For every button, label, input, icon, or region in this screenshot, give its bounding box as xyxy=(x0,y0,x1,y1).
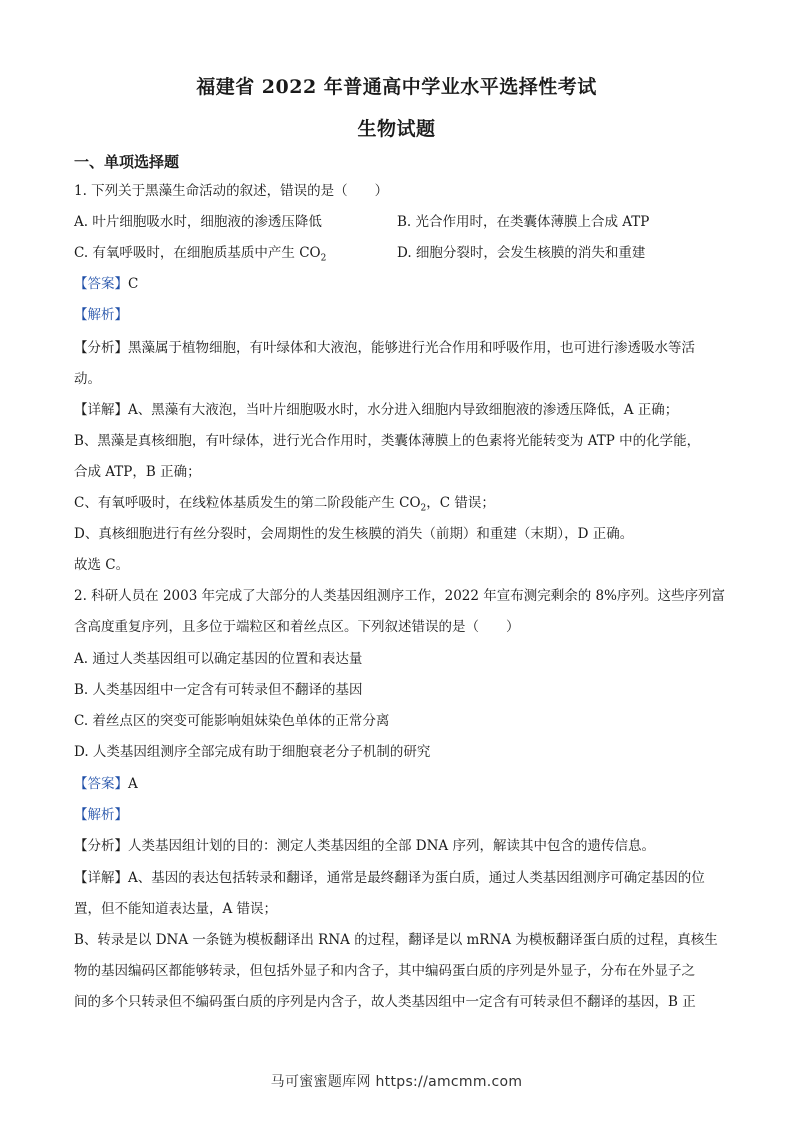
q2-xiangjie-a1 xyxy=(74,869,705,887)
q2-xiangjie-b3: 间的多个只转录但不编码蛋白质的序列是内含子，故人类基因组中一定含有可转录但不翻译的基因，B 正 xyxy=(74,994,696,1010)
q1-fenxi-line1 xyxy=(74,339,695,357)
q2-xiangjie-b2: 物的基因编码区都能够转录，但包括外显子和内含子，其中编码蛋白质的序列是外显子，分布在外显子之 xyxy=(74,963,695,979)
q2-option-a: A. 通过人类基因组可以确定基因的位置和表达量 xyxy=(74,651,363,667)
xiangjie-c-post: ，C 错误； xyxy=(426,495,495,511)
answer-value: A xyxy=(128,776,138,792)
q1-answer xyxy=(74,275,138,293)
q2-answer xyxy=(74,775,138,793)
q2-stem-line2: 含高度重复序列，且多位于端粒区和着丝点区。下列叙述错误的是（ ） xyxy=(74,619,520,635)
xiangjie-a1-text: A、基因的表达包括转录和翻译，通常是最终翻译为蛋白质，通过人类基因组测序可确定基因的位 xyxy=(128,870,705,886)
q1-option-c-sub: 2 xyxy=(320,253,327,264)
q1-xiangjie-a xyxy=(74,401,678,419)
q2-xiangjie-a2: 置，但不能知道表达量，A 错误； xyxy=(74,901,278,917)
q2-option-b: B. 人类基因组中一定含有可转录但不翻译的基因 xyxy=(74,682,363,698)
fenxi-tag: 【分析】 xyxy=(74,838,128,854)
q1-conclusion: 故选 C。 xyxy=(74,557,130,573)
xiangjie-tag: 【详解】 xyxy=(74,870,128,886)
q1-stem: 1. 下列关于黑藻生命活动的叙述，错误的是（ ） xyxy=(74,183,389,199)
q2-option-c: C. 着丝点区的突变可能影响姐妹染色单体的正常分离 xyxy=(74,713,390,729)
xiangjie-c-text: C、有氧呼吸时，在线粒体基质发生的第二阶段能产生 CO xyxy=(74,495,421,511)
q1-option-c-text: C. 有氧呼吸时，在细胞质基质中产生 CO xyxy=(74,245,321,261)
q2-option-d: D. 人类基因组测序全部完成有助于细胞衰老分子机制的研究 xyxy=(74,744,431,760)
exam-subtitle: 生物试题 xyxy=(357,118,436,140)
q1-fenxi-line2: 动。 xyxy=(74,371,101,387)
fenxi-tag: 【分析】 xyxy=(74,340,128,356)
xiangjie-a-text: A、黑藻有大液泡，当叶片细胞吸水时，水分进入细胞内导致细胞液的渗透压降低，A 正确； xyxy=(128,402,679,418)
q1-xiangjie-b1: B、黑藻是真核细胞，有叶绿体，进行光合作用时，类囊体薄膜上的色素将光能转变为 ATP 中的化学能， xyxy=(74,433,701,449)
footer-watermark: 马可蜜蜜题库网 https://amcmm.com xyxy=(270,1074,523,1090)
xiangjie-c-sub: 2 xyxy=(420,503,427,514)
section-heading: 一、单项选择题 xyxy=(74,153,180,171)
fenxi-text: 人类基因组计划的目的：测定人类基因组的全部 DNA 序列，解读其中包含的遗传信息。 xyxy=(128,838,655,854)
q2-fenxi xyxy=(74,837,655,855)
q2-xiangjie-b1: B、转录是以 DNA 一条链为模板翻译出 RNA 的过程，翻译是以 mRNA 为模板翻译蛋白质的过程，真核生 xyxy=(74,932,718,948)
q2-stem-line1: 2. 科研人员在 2003 年完成了大部分的人类基因组测序工作，2022 年宣布测完剩余的 8%序列。这些序列富 xyxy=(74,588,725,604)
q2-analysis-tag xyxy=(74,806,128,824)
q1-analysis-tag xyxy=(74,306,128,324)
q1-xiangjie-c xyxy=(74,494,495,518)
analysis-tag: 【解析】 xyxy=(74,307,128,323)
exam-title: 福建省 2022 年普通高中学业水平选择性考试 xyxy=(196,76,597,98)
fenxi-text: 黑藻属于植物细胞，有叶绿体和大液泡，能够进行光合作用和呼吸作用，也可进行渗透吸水等活 xyxy=(128,340,695,356)
q1-option-a: A. 叶片细胞吸水时，细胞液的渗透压降低 xyxy=(74,214,322,230)
q1-xiangjie-b2: 合成 ATP，B 正确； xyxy=(74,464,201,480)
answer-tag: 【答案】 xyxy=(74,276,128,292)
q1-option-b: B. 光合作用时，在类囊体薄膜上合成 ATP xyxy=(397,214,650,230)
analysis-tag: 【解析】 xyxy=(74,807,128,823)
answer-value: C xyxy=(128,276,139,292)
xiangjie-tag: 【详解】 xyxy=(74,402,128,418)
q1-option-c xyxy=(74,244,326,268)
q1-option-d: D. 细胞分裂时，会发生核膜的消失和重建 xyxy=(397,245,646,261)
answer-tag: 【答案】 xyxy=(74,776,128,792)
q1-xiangjie-d: D、真核细胞进行有丝分裂时，会周期性的发生核膜的消失（前期）和重建（末期），D 正确。 xyxy=(74,526,634,542)
